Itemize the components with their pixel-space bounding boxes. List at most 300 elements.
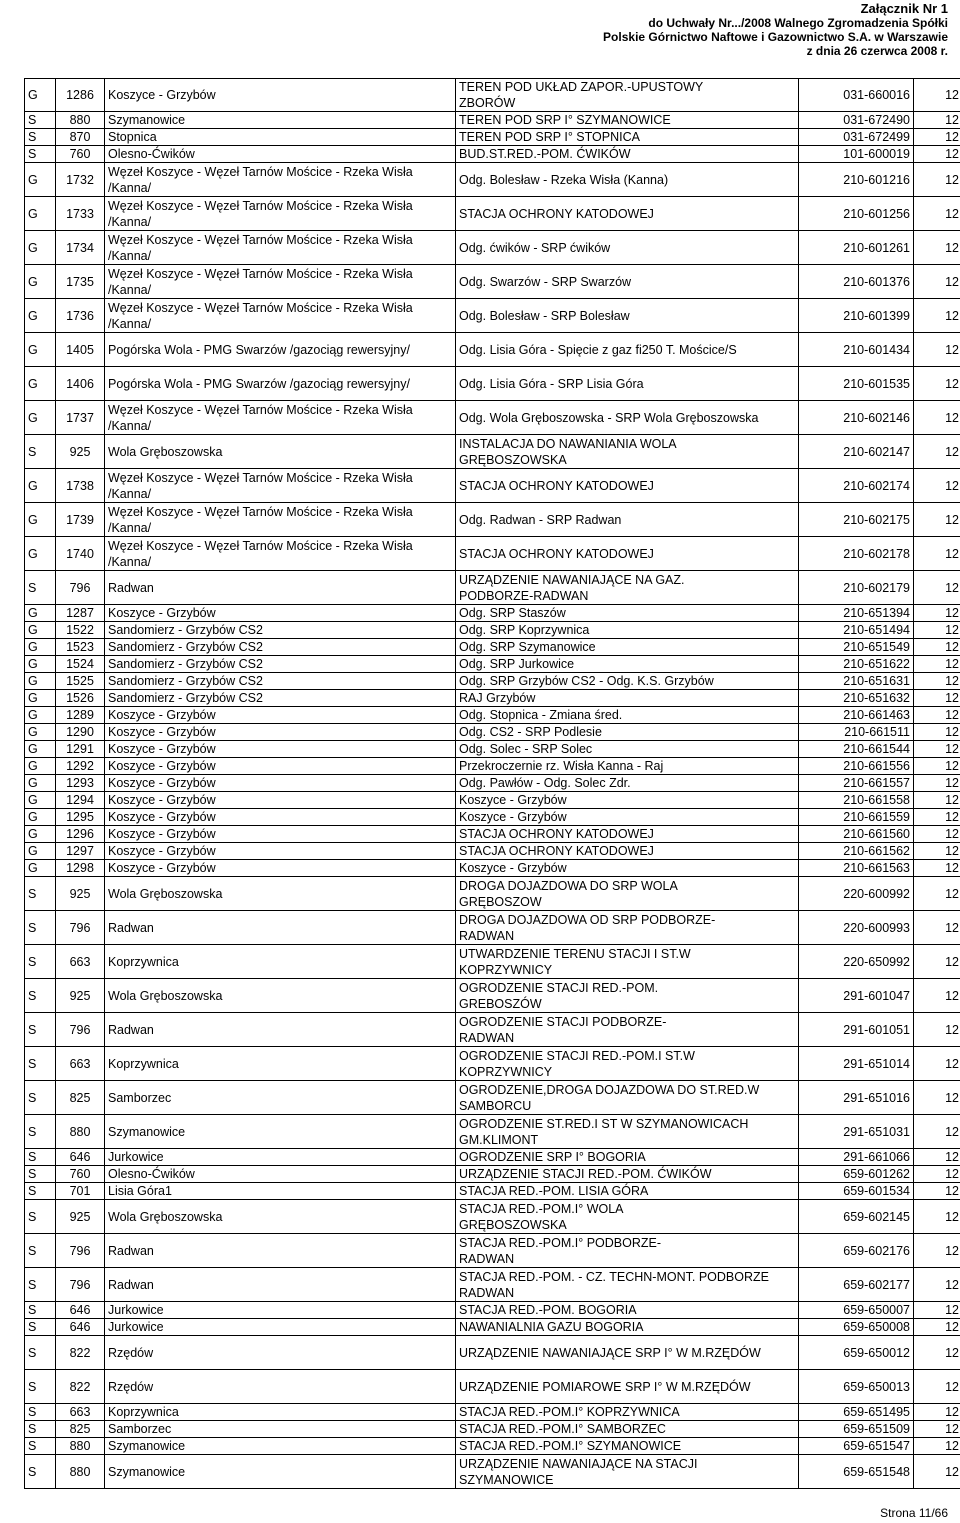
quantity-cell: 12	[914, 792, 960, 809]
inventory-code-cell: 210-651632	[799, 690, 914, 707]
location-cell: Odg. Bolesław - Rzeka Wisła (Kanna)	[456, 163, 799, 197]
quantity-cell: 12	[914, 469, 960, 503]
number-cell: 1734	[56, 231, 105, 265]
type-cell: G	[25, 197, 56, 231]
inventory-code-cell: 659-601534	[799, 1183, 914, 1200]
type-cell: G	[25, 639, 56, 656]
location-cell: STACJA OCHRONY KATODOWEJ	[456, 537, 799, 571]
location-cell: Odg. Pawłów - Odg. Solec Zdr.	[456, 775, 799, 792]
type-cell: S	[25, 911, 56, 945]
table-row	[25, 146, 960, 163]
number-cell: 1294	[56, 792, 105, 809]
type-cell: G	[25, 469, 56, 503]
type-cell: S	[25, 1149, 56, 1166]
inventory-code-cell: 210-651631	[799, 673, 914, 690]
pipeline-cell: Radwan	[105, 1013, 456, 1047]
location-cell: URZĄDZENIE NAWANIAJĄCE SRP I° W M.RZĘDÓW	[456, 1336, 799, 1370]
quantity-cell: 12	[914, 1319, 960, 1336]
pipeline-cell: Samborzec	[105, 1421, 456, 1438]
quantity-cell: 12	[914, 673, 960, 690]
quantity-cell: 12	[914, 826, 960, 843]
type-cell: G	[25, 401, 56, 435]
number-cell: 760	[56, 1166, 105, 1183]
location-cell: URZĄDZENIE NAWANIAJĄCE NA GAZ. PODBORZE-RADWAN	[456, 571, 799, 605]
number-cell: 646	[56, 1302, 105, 1319]
location-cell: URZĄDZENIE POMIAROWE SRP I° W M.RZĘDÓW	[456, 1370, 799, 1404]
quantity-cell: 12	[914, 503, 960, 537]
type-cell: S	[25, 1319, 56, 1336]
quantity-cell: 12	[914, 1421, 960, 1438]
inventory-code-cell: 210-602146	[799, 401, 914, 435]
number-cell: 1739	[56, 503, 105, 537]
number-cell: 1733	[56, 197, 105, 231]
table-row	[25, 1268, 960, 1302]
type-cell: S	[25, 877, 56, 911]
pipeline-cell: Węzeł Koszyce - Węzeł Tarnów Mościce - Rzeka Wisła /Kanna/	[105, 299, 456, 333]
type-cell: S	[25, 146, 56, 163]
document-header	[603, 2, 948, 58]
number-cell: 880	[56, 1115, 105, 1149]
type-cell: G	[25, 707, 56, 724]
quantity-cell: 12	[914, 537, 960, 571]
inventory-code-cell: 210-651394	[799, 605, 914, 622]
type-cell: G	[25, 809, 56, 826]
inventory-code-cell: 659-650013	[799, 1370, 914, 1404]
inventory-code-cell: 210-661562	[799, 843, 914, 860]
number-cell: 1524	[56, 656, 105, 673]
number-cell: 1293	[56, 775, 105, 792]
type-cell: S	[25, 1302, 56, 1319]
type-cell: G	[25, 299, 56, 333]
type-cell: S	[25, 1013, 56, 1047]
location-cell: UTWARDZENIE TERENU STACJI I ST.W KOPRZYWNICY	[456, 945, 799, 979]
location-cell: OGRODZENIE SRP I° BOGORIA	[456, 1149, 799, 1166]
location-cell: STACJA OCHRONY KATODOWEJ	[456, 469, 799, 503]
table-row	[25, 1302, 960, 1319]
table-row	[25, 690, 960, 707]
pipeline-cell: Koszyce - Grzybów	[105, 707, 456, 724]
type-cell: S	[25, 1370, 56, 1404]
number-cell: 796	[56, 1013, 105, 1047]
location-cell: Odg. Lisia Góra - SRP Lisia Góra	[456, 367, 799, 401]
location-cell: Odg. Stopnica - Zmiana śred.	[456, 707, 799, 724]
type-cell: G	[25, 656, 56, 673]
quantity-cell: 12	[914, 1047, 960, 1081]
inventory-code-cell: 101-600019	[799, 146, 914, 163]
table-row	[25, 605, 960, 622]
location-cell: URZĄDZENIE STACJI RED.-POM. ĆWIKÓW	[456, 1166, 799, 1183]
table-row	[25, 1336, 960, 1370]
table-row	[25, 1166, 960, 1183]
table-row	[25, 741, 960, 758]
pipeline-cell: Wola Gręboszowska	[105, 1200, 456, 1234]
location-cell: Odg. Lisia Góra - Spięcie z gaz fi250 T. Mościce/S	[456, 333, 799, 367]
location-cell: Odg. Swarzów - SRP Swarzów	[456, 265, 799, 299]
pipeline-cell: Koszyce - Grzybów	[105, 758, 456, 775]
inventory-code-cell: 210-602147	[799, 435, 914, 469]
location-cell: Odg. Solec - SRP Solec	[456, 741, 799, 758]
pipeline-cell: Koszyce - Grzybów	[105, 605, 456, 622]
table-row	[25, 843, 960, 860]
pipeline-cell: Pogórska Wola - PMG Swarzów /gazociąg rewersyjny/	[105, 333, 456, 367]
location-cell: OGRODZENIE ST.RED.I ST W SZYMANOWICACH GM.KLIMONT	[456, 1115, 799, 1149]
location-cell: OGRODZENIE,DROGA DOJAZDOWA DO ST.RED.W SAMBORCU	[456, 1081, 799, 1115]
location-cell: Odg. SRP Jurkowice	[456, 656, 799, 673]
quantity-cell: 12	[914, 741, 960, 758]
inventory-code-cell: 210-602178	[799, 537, 914, 571]
type-cell: G	[25, 792, 56, 809]
inventory-code-cell: 291-601047	[799, 979, 914, 1013]
number-cell: 1740	[56, 537, 105, 571]
quantity-cell: 12	[914, 656, 960, 673]
quantity-cell: 12	[914, 1234, 960, 1268]
quantity-cell: 12	[914, 775, 960, 792]
table-row	[25, 503, 960, 537]
table-row	[25, 367, 960, 401]
number-cell: 925	[56, 877, 105, 911]
pipeline-cell: Węzeł Koszyce - Węzeł Tarnów Mościce - Rzeka Wisła /Kanna/	[105, 469, 456, 503]
type-cell: S	[25, 1404, 56, 1421]
inventory-code-cell: 210-661557	[799, 775, 914, 792]
type-cell: S	[25, 945, 56, 979]
pipeline-cell: Szymanowice	[105, 112, 456, 129]
inventory-code-cell: 220-600992	[799, 877, 914, 911]
table-row	[25, 79, 960, 112]
inventory-code-cell: 031-672499	[799, 129, 914, 146]
inventory-code-cell: 291-651014	[799, 1047, 914, 1081]
type-cell: G	[25, 333, 56, 367]
type-cell: G	[25, 265, 56, 299]
number-cell: 701	[56, 1183, 105, 1200]
quantity-cell: 12	[914, 911, 960, 945]
table-row	[25, 537, 960, 571]
annex-title: Załącznik Nr 1	[860, 1, 948, 16]
quantity-cell: 12	[914, 197, 960, 231]
type-cell: S	[25, 435, 56, 469]
quantity-cell: 12	[914, 809, 960, 826]
type-cell: S	[25, 571, 56, 605]
pipeline-cell: Szymanowice	[105, 1438, 456, 1455]
pipeline-cell: Koszyce - Grzybów	[105, 860, 456, 877]
inventory-code-cell: 210-651494	[799, 622, 914, 639]
pipeline-cell: Koszyce - Grzybów	[105, 775, 456, 792]
type-cell: G	[25, 758, 56, 775]
location-cell: STACJA RED.-POM. BOGORIA	[456, 1302, 799, 1319]
pipeline-cell: Pogórska Wola - PMG Swarzów /gazociąg rewersyjny/	[105, 367, 456, 401]
quantity-cell: 12	[914, 299, 960, 333]
location-cell: STACJA RED.-POM. - CZ. TECHN-MONT. PODBORZE RADWAN	[456, 1268, 799, 1302]
inventory-code-cell: 210-601216	[799, 163, 914, 197]
pipeline-cell: Koszyce - Grzybów	[105, 741, 456, 758]
number-cell: 1298	[56, 860, 105, 877]
quantity-cell: 12	[914, 571, 960, 605]
table-row	[25, 1455, 960, 1489]
pipeline-cell: Olesno-Ćwików	[105, 1166, 456, 1183]
type-cell: S	[25, 1421, 56, 1438]
pipeline-cell: Węzeł Koszyce - Węzeł Tarnów Mościce - Rzeka Wisła /Kanna/	[105, 231, 456, 265]
table-row	[25, 724, 960, 741]
number-cell: 663	[56, 1404, 105, 1421]
table-row	[25, 1438, 960, 1455]
inventory-code-cell: 210-601261	[799, 231, 914, 265]
number-cell: 1286	[56, 79, 105, 112]
number-cell: 760	[56, 146, 105, 163]
quantity-cell: 12	[914, 401, 960, 435]
number-cell: 1732	[56, 163, 105, 197]
quantity-cell: 12	[914, 860, 960, 877]
location-cell: STACJA RED.-POM.I° SZYMANOWICE	[456, 1438, 799, 1455]
location-cell: STACJA RED.-POM.I° KOPRZYWNICA	[456, 1404, 799, 1421]
location-cell: URZĄDZENIE NAWANIAJĄCE NA STACJI SZYMANOWICE	[456, 1455, 799, 1489]
quantity-cell: 12	[914, 707, 960, 724]
table-row	[25, 945, 960, 979]
number-cell: 1736	[56, 299, 105, 333]
number-cell: 1292	[56, 758, 105, 775]
number-cell: 1405	[56, 333, 105, 367]
pipeline-cell: Koszyce - Grzybów	[105, 792, 456, 809]
quantity-cell: 12	[914, 1370, 960, 1404]
table-row	[25, 1404, 960, 1421]
inventory-code-cell: 659-650012	[799, 1336, 914, 1370]
pipeline-cell: Radwan	[105, 571, 456, 605]
location-cell: Odg. CS2 - SRP Podlesie	[456, 724, 799, 741]
location-cell: Odg. SRP Grzybów CS2 - Odg. K.S. Grzybów	[456, 673, 799, 690]
location-cell: STACJA OCHRONY KATODOWEJ	[456, 826, 799, 843]
inventory-code-cell: 291-651016	[799, 1081, 914, 1115]
company-line: Polskie Górnictwo Naftowe i Gazownictwo S.A. w Warszawie	[603, 30, 948, 44]
quantity-cell: 12	[914, 843, 960, 860]
table-row	[25, 911, 960, 945]
pipeline-cell: Stopnica	[105, 129, 456, 146]
inventory-code-cell: 210-602175	[799, 503, 914, 537]
number-cell: 1522	[56, 622, 105, 639]
table-row	[25, 792, 960, 809]
number-cell: 870	[56, 129, 105, 146]
inventory-code-cell: 210-661556	[799, 758, 914, 775]
type-cell: G	[25, 231, 56, 265]
inventory-code-cell: 210-601535	[799, 367, 914, 401]
pipeline-cell: Koszyce - Grzybów	[105, 79, 456, 112]
location-cell: Odg. ćwików - SRP ćwików	[456, 231, 799, 265]
quantity-cell: 12	[914, 1438, 960, 1455]
quantity-cell: 12	[914, 367, 960, 401]
location-cell: TEREN POD SRP I° SZYMANOWICE	[456, 112, 799, 129]
table-row	[25, 1149, 960, 1166]
quantity-cell: 12	[914, 639, 960, 656]
type-cell: G	[25, 860, 56, 877]
number-cell: 822	[56, 1336, 105, 1370]
inventory-code-cell: 210-651549	[799, 639, 914, 656]
inventory-code-cell: 291-601051	[799, 1013, 914, 1047]
table-row	[25, 1013, 960, 1047]
location-cell: TEREN POD UKŁAD ZAPOR.-UPUSTOWY ZBORÓW	[456, 79, 799, 112]
number-cell: 646	[56, 1149, 105, 1166]
number-cell: 1525	[56, 673, 105, 690]
pipeline-cell: Jurkowice	[105, 1302, 456, 1319]
pipeline-cell: Wola Gręboszowska	[105, 979, 456, 1013]
type-cell: G	[25, 622, 56, 639]
table-row	[25, 656, 960, 673]
location-cell: OGRODZENIE STACJI RED.-POM.I ST.W KOPRZYWNICY	[456, 1047, 799, 1081]
inventory-code-cell: 210-661463	[799, 707, 914, 724]
inventory-code-cell: 210-661544	[799, 741, 914, 758]
type-cell: G	[25, 741, 56, 758]
quantity-cell: 12	[914, 265, 960, 299]
asset-table	[24, 78, 960, 1489]
location-cell: DROGA DOJAZDOWA DO SRP WOLA GRĘBOSZOW	[456, 877, 799, 911]
inventory-code-cell: 210-602174	[799, 469, 914, 503]
quantity-cell: 12	[914, 112, 960, 129]
location-cell: Odg. SRP Szymanowice	[456, 639, 799, 656]
quantity-cell: 12	[914, 690, 960, 707]
inventory-code-cell: 659-651548	[799, 1455, 914, 1489]
pipeline-cell: Sandomierz - Grzybów CS2	[105, 690, 456, 707]
inventory-code-cell: 210-601434	[799, 333, 914, 367]
inventory-code-cell: 210-661563	[799, 860, 914, 877]
inventory-code-cell: 210-601256	[799, 197, 914, 231]
number-cell: 1737	[56, 401, 105, 435]
number-cell: 1295	[56, 809, 105, 826]
pipeline-cell: Rzędów	[105, 1370, 456, 1404]
location-cell: Odg. SRP Staszów	[456, 605, 799, 622]
quantity-cell: 12	[914, 1404, 960, 1421]
table-row	[25, 860, 960, 877]
inventory-code-cell: 210-661558	[799, 792, 914, 809]
quantity-cell: 12	[914, 724, 960, 741]
location-cell: Koszyce - Grzybów	[456, 860, 799, 877]
number-cell: 825	[56, 1421, 105, 1438]
table-row	[25, 707, 960, 724]
type-cell: G	[25, 503, 56, 537]
number-cell: 1526	[56, 690, 105, 707]
quantity-cell: 12	[914, 605, 960, 622]
inventory-code-cell: 659-651509	[799, 1421, 914, 1438]
quantity-cell: 12	[914, 435, 960, 469]
inventory-code-cell: 210-651622	[799, 656, 914, 673]
table-row	[25, 401, 960, 435]
type-cell: S	[25, 1081, 56, 1115]
type-cell: G	[25, 367, 56, 401]
location-cell: TEREN POD SRP I° STOPNICA	[456, 129, 799, 146]
quantity-cell: 12	[914, 1302, 960, 1319]
table-row	[25, 197, 960, 231]
table-row	[25, 775, 960, 792]
resolution-line: do Uchwały Nr.../2008 Walnego Zgromadzenia Spółki	[648, 16, 948, 30]
type-cell: G	[25, 673, 56, 690]
location-cell: OGRODZENIE STACJI RED.-POM. GREBOSZÓW	[456, 979, 799, 1013]
quantity-cell: 12	[914, 1336, 960, 1370]
table-row	[25, 265, 960, 299]
inventory-code-cell: 659-602145	[799, 1200, 914, 1234]
type-cell: S	[25, 1455, 56, 1489]
table-row	[25, 979, 960, 1013]
number-cell: 796	[56, 1268, 105, 1302]
location-cell: Przekroczernie rz. Wisła Kanna - Raj	[456, 758, 799, 775]
location-cell: Odg. Radwan - SRP Radwan	[456, 503, 799, 537]
type-cell: S	[25, 112, 56, 129]
location-cell: INSTALACJA DO NAWANIANIA WOLA GRĘBOSZOWSKA	[456, 435, 799, 469]
pipeline-cell: Koprzywnica	[105, 945, 456, 979]
type-cell: S	[25, 1200, 56, 1234]
pipeline-cell: Węzeł Koszyce - Węzeł Tarnów Mościce - Rzeka Wisła /Kanna/	[105, 401, 456, 435]
location-cell: BUD.ST.RED.-POM. ĆWIKÓW	[456, 146, 799, 163]
location-cell: RAJ Grzybów	[456, 690, 799, 707]
table-row	[25, 758, 960, 775]
pipeline-cell: Sandomierz - Grzybów CS2	[105, 656, 456, 673]
pipeline-cell: Koszyce - Grzybów	[105, 826, 456, 843]
location-cell: OGRODZENIE STACJI PODBORZE- RADWAN	[456, 1013, 799, 1047]
quantity-cell: 12	[914, 163, 960, 197]
location-cell: STACJA RED.-POM.I° WOLA GRĘBOSZOWSKA	[456, 1200, 799, 1234]
quantity-cell: 12	[914, 129, 960, 146]
quantity-cell: 12	[914, 1200, 960, 1234]
pipeline-cell: Szymanowice	[105, 1115, 456, 1149]
type-cell: S	[25, 129, 56, 146]
number-cell: 1297	[56, 843, 105, 860]
number-cell: 1290	[56, 724, 105, 741]
inventory-code-cell: 659-650007	[799, 1302, 914, 1319]
location-cell: DROGA DOJAZDOWA OD SRP PODBORZE- RADWAN	[456, 911, 799, 945]
quantity-cell: 12	[914, 1081, 960, 1115]
inventory-code-cell: 210-661559	[799, 809, 914, 826]
inventory-code-cell: 659-651495	[799, 1404, 914, 1421]
table-row	[25, 826, 960, 843]
pipeline-cell: Sandomierz - Grzybów CS2	[105, 622, 456, 639]
table-row	[25, 163, 960, 197]
number-cell: 1738	[56, 469, 105, 503]
quantity-cell: 12	[914, 1268, 960, 1302]
pipeline-cell: Jurkowice	[105, 1149, 456, 1166]
inventory-code-cell: 291-651031	[799, 1115, 914, 1149]
pipeline-cell: Radwan	[105, 1234, 456, 1268]
type-cell: S	[25, 1234, 56, 1268]
pipeline-cell: Lisia Góra1	[105, 1183, 456, 1200]
number-cell: 880	[56, 1438, 105, 1455]
table-row	[25, 435, 960, 469]
location-cell: STACJA RED.-POM. LISIA GÓRA	[456, 1183, 799, 1200]
date-line: z dnia 26 czerwca 2008 r.	[806, 44, 948, 58]
table-row	[25, 112, 960, 129]
pipeline-cell: Koszyce - Grzybów	[105, 809, 456, 826]
quantity-cell: 12	[914, 945, 960, 979]
pipeline-cell: Sandomierz - Grzybów CS2	[105, 673, 456, 690]
pipeline-cell: Węzeł Koszyce - Węzeł Tarnów Mościce - Rzeka Wisła /Kanna/	[105, 503, 456, 537]
pipeline-cell: Radwan	[105, 1268, 456, 1302]
quantity-cell: 12	[914, 146, 960, 163]
pipeline-cell: Węzeł Koszyce - Węzeł Tarnów Mościce - Rzeka Wisła /Kanna/	[105, 197, 456, 231]
type-cell: G	[25, 537, 56, 571]
number-cell: 1523	[56, 639, 105, 656]
number-cell: 663	[56, 945, 105, 979]
pipeline-cell: Węzeł Koszyce - Węzeł Tarnów Mościce - Rzeka Wisła /Kanna/	[105, 537, 456, 571]
quantity-cell: 12	[914, 1013, 960, 1047]
quantity-cell: 12	[914, 877, 960, 911]
location-cell: STACJA RED.-POM.I° SAMBORZEC	[456, 1421, 799, 1438]
type-cell: S	[25, 1336, 56, 1370]
type-cell: G	[25, 605, 56, 622]
inventory-code-cell: 210-602179	[799, 571, 914, 605]
number-cell: 880	[56, 112, 105, 129]
table-row	[25, 1234, 960, 1268]
location-cell: STACJA RED.-POM.I° PODBORZE- RADWAN	[456, 1234, 799, 1268]
quantity-cell: 12	[914, 758, 960, 775]
location-cell: Odg. Bolesław - SRP Bolesław	[456, 299, 799, 333]
number-cell: 796	[56, 571, 105, 605]
number-cell: 1289	[56, 707, 105, 724]
location-cell: Odg. SRP Koprzywnica	[456, 622, 799, 639]
inventory-code-cell: 220-650992	[799, 945, 914, 979]
type-cell: S	[25, 1115, 56, 1149]
